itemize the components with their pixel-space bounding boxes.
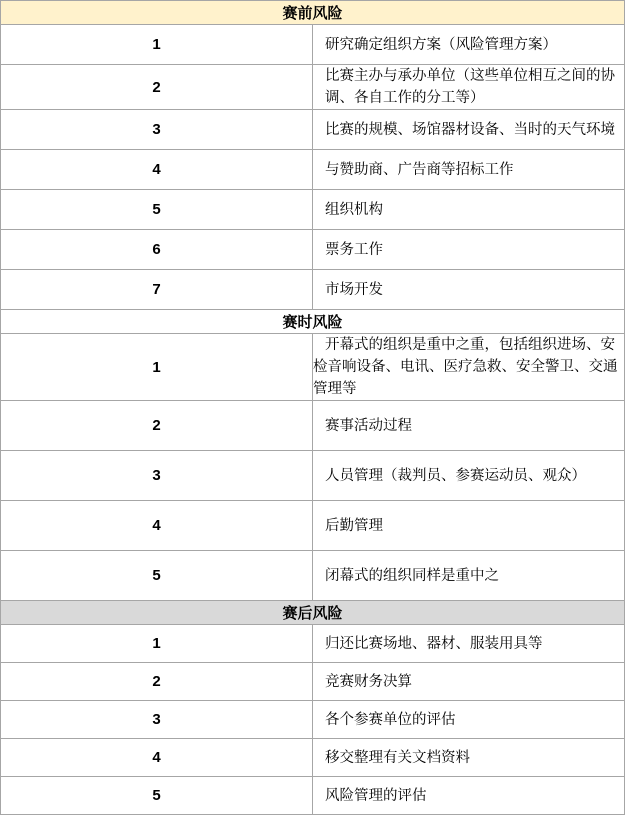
table-row <box>1 625 625 663</box>
row-number: 5 <box>1 777 313 815</box>
row-number: 5 <box>1 551 313 601</box>
table-row <box>1 663 625 701</box>
row-text: 各个参赛单位的评估 <box>313 701 625 739</box>
row-text: 后勤管理 <box>313 501 625 551</box>
row-number: 3 <box>1 701 313 739</box>
table-row <box>1 739 625 777</box>
row-text: 风险管理的评估 <box>313 777 625 815</box>
section-title: 赛后风险 <box>1 601 625 625</box>
section-title: 赛时风险 <box>1 310 625 334</box>
row-text: 闭幕式的组织同样是重中之 <box>313 551 625 601</box>
table-row <box>1 701 625 739</box>
table-row <box>1 551 625 601</box>
row-text: 比赛的规模、场馆器材设备、当时的天气环境 <box>313 110 625 150</box>
row-text: 归还比赛场地、器材、服装用具等 <box>313 625 625 663</box>
table-row <box>1 150 625 190</box>
row-text: 移交整理有关文档资料 <box>313 739 625 777</box>
row-text: 票务工作 <box>313 230 625 270</box>
row-number: 1 <box>1 334 313 401</box>
table-row <box>1 190 625 230</box>
row-number: 1 <box>1 625 313 663</box>
row-number: 3 <box>1 451 313 501</box>
table-row <box>1 25 625 65</box>
section-header-post-race <box>1 601 625 625</box>
section-title: 赛前风险 <box>1 1 625 25</box>
row-text: 与赞助商、广告商等招标工作 <box>313 150 625 190</box>
table-row <box>1 334 625 401</box>
table-row <box>1 401 625 451</box>
table-row <box>1 110 625 150</box>
row-number: 4 <box>1 150 313 190</box>
row-number: 4 <box>1 739 313 777</box>
row-text: 赛事活动过程 <box>313 401 625 451</box>
row-text: 比赛主办与承办单位（这些单位相互之间的协调、各自工作的分工等） <box>313 65 625 110</box>
table-row <box>1 501 625 551</box>
row-number: 5 <box>1 190 313 230</box>
row-text: 市场开发 <box>313 270 625 310</box>
section-header-during-race <box>1 310 625 334</box>
table-row <box>1 777 625 815</box>
row-text: 竞赛财务决算 <box>313 663 625 701</box>
table-row <box>1 65 625 110</box>
row-text: 组织机构 <box>313 190 625 230</box>
row-text: 开幕式的组织是重中之重，包括组织进场、安检音响设备、电讯、医疗急救、安全警卫、交通管理等 <box>313 334 625 401</box>
table-row <box>1 270 625 310</box>
row-number: 1 <box>1 25 313 65</box>
row-number: 2 <box>1 663 313 701</box>
table-row <box>1 451 625 501</box>
row-number: 2 <box>1 65 313 110</box>
row-text: 研究确定组织方案（风险管理方案） <box>313 25 625 65</box>
row-number: 2 <box>1 401 313 451</box>
section-header-pre-race <box>1 1 625 25</box>
row-number: 4 <box>1 501 313 551</box>
table-row <box>1 230 625 270</box>
row-number: 3 <box>1 110 313 150</box>
row-number: 7 <box>1 270 313 310</box>
row-number: 6 <box>1 230 313 270</box>
row-text: 人员管理（裁判员、参赛运动员、观众） <box>313 451 625 501</box>
